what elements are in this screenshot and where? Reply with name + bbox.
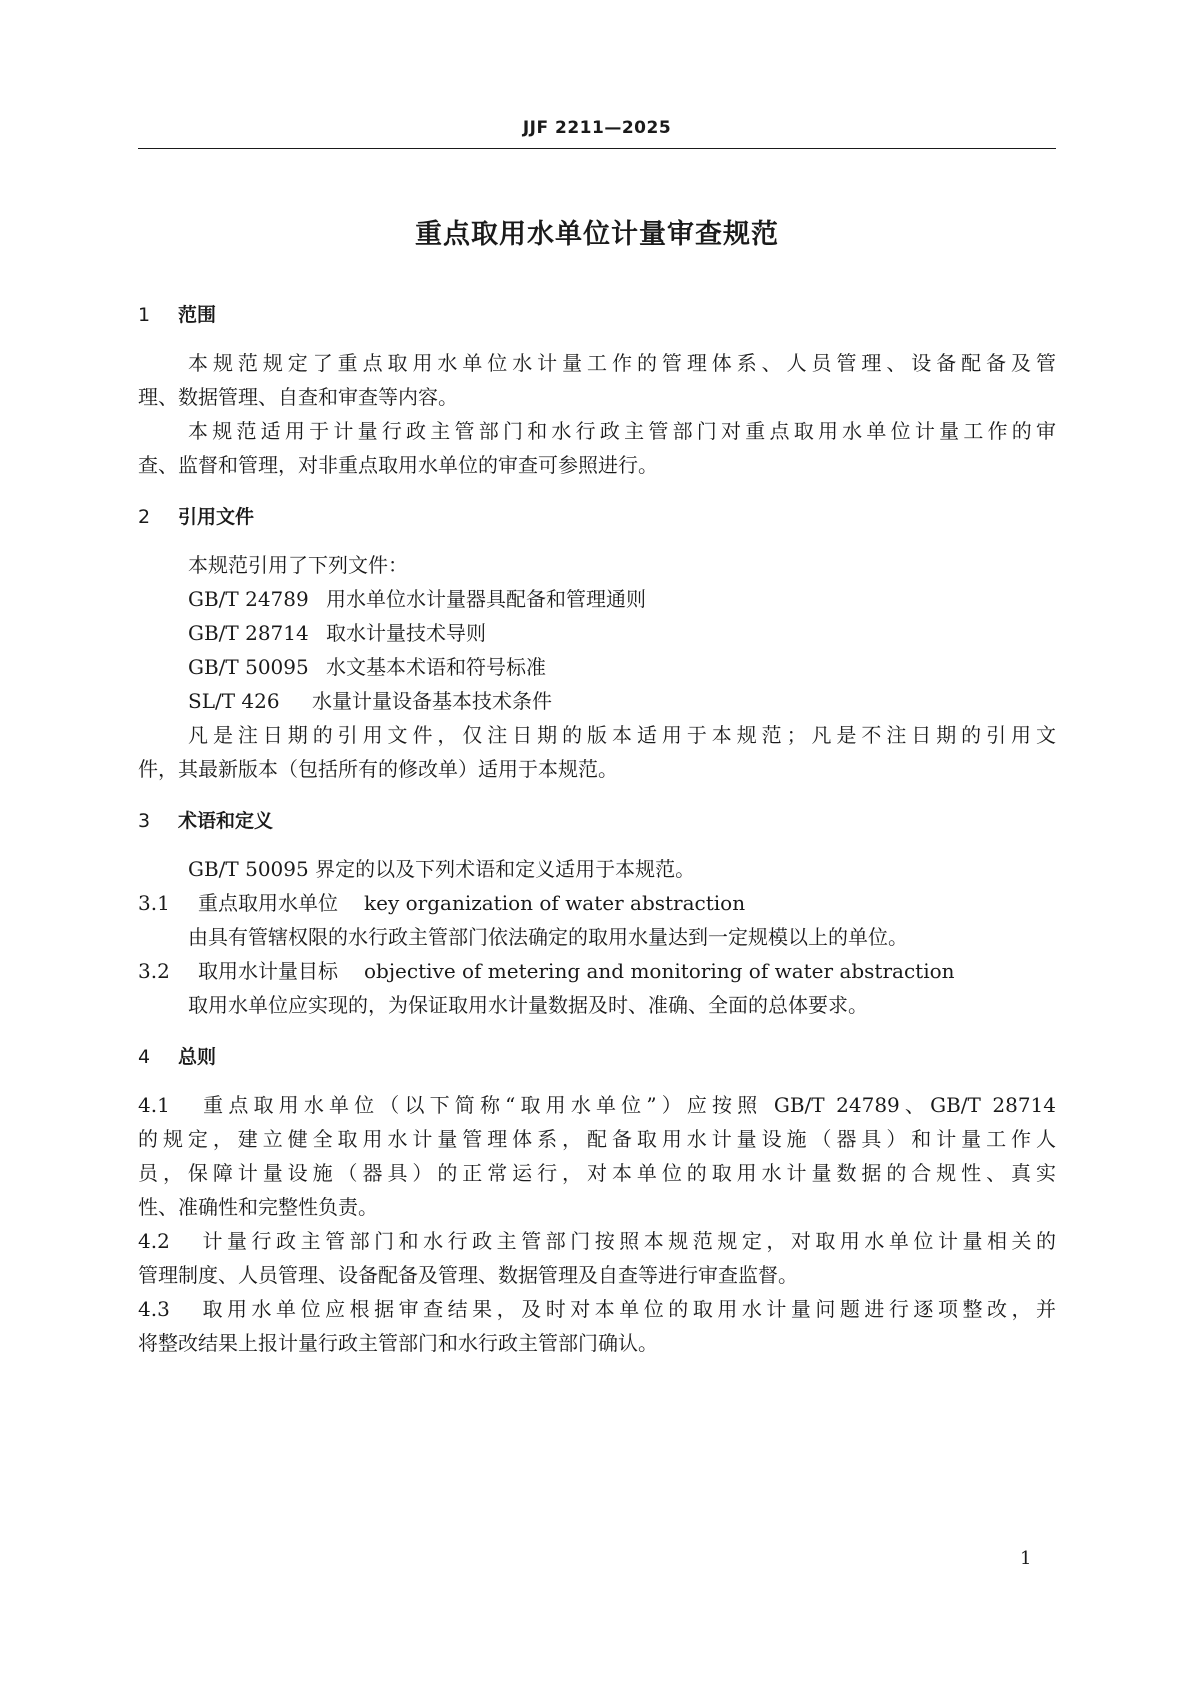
header-rule	[138, 148, 1056, 149]
clause-number: 4.2	[138, 1229, 170, 1253]
section-title: 术语和定义	[178, 810, 274, 832]
section-number: 1	[138, 304, 151, 326]
clause-text: 计量行政主管部门和水行政主管部门按照本规范规定，对取用水单位计量相关的	[198, 1229, 1056, 1253]
section-title: 总则	[178, 1046, 217, 1068]
section-number: 4	[138, 1046, 151, 1068]
paragraph-line: 凡是注日期的引用文件，仅注日期的版本适用于本规范；凡是不注日期的引用文	[188, 723, 1056, 747]
term-entry	[138, 890, 1056, 916]
reference-code: SL/T 426	[188, 689, 280, 713]
paragraph-line: 本规范规定了重点取用水单位水计量工作的管理体系、人员管理、设备配备及管	[188, 351, 1056, 375]
section-heading-scope	[138, 300, 216, 327]
section-heading-terms	[138, 806, 273, 833]
paragraph-line: 查、监督和管理，对非重点取用水单位的审查可参照进行。	[138, 453, 658, 477]
clause-line: 性、准确性和完整性负责。	[138, 1195, 378, 1219]
term-chinese: 重点取用水单位	[198, 891, 338, 915]
paragraph-line: 本规范适用于计量行政主管部门和水行政主管部门对重点取用水单位计量工作的审	[188, 419, 1056, 443]
clause-line	[138, 1228, 1056, 1254]
clause-line: 管理制度、人员管理、设备配备及管理、数据管理及自查等进行审查监督。	[138, 1263, 798, 1287]
section-number: 3	[138, 810, 151, 832]
section-heading-general	[138, 1042, 216, 1069]
reference-item	[188, 620, 1056, 646]
reference-item	[188, 688, 1056, 714]
clause-text: 重点取用水单位（以下简称“取用水单位”）应按照 GB/T 24789、GB/T 28714	[198, 1093, 1056, 1117]
term-chinese: 取用水计量目标	[198, 959, 338, 983]
document-title: 重点取用水单位计量审查规范	[415, 219, 779, 250]
clause-text: 取用水单位应根据审查结果，及时对本单位的取用水计量问题进行逐项整改，并	[198, 1297, 1056, 1321]
term-number: 3.1	[138, 891, 170, 915]
clause-line: 员，保障计量设施（器具）的正常运行，对本单位的取用水计量数据的合规性、真实	[138, 1161, 1056, 1185]
term-definition: 由具有管辖权限的水行政主管部门依法确定的取用水量达到一定规模以上的单位。	[188, 925, 908, 949]
reference-code: GB/T 50095	[188, 655, 309, 679]
page-number: 1	[1020, 1548, 1032, 1569]
clause-line	[138, 1296, 1056, 1322]
reference-item	[188, 586, 1056, 612]
section-number: 2	[138, 506, 151, 528]
paragraph-line: 理、数据管理、自查和审查等内容。	[138, 385, 458, 409]
clause-number: 4.1	[138, 1093, 170, 1117]
term-definition: 取用水单位应实现的，为保证取用水计量数据及时、准确、全面的总体要求。	[188, 993, 868, 1017]
term-english: key organization of water abstraction	[364, 891, 746, 915]
reference-item	[188, 654, 1056, 680]
reference-name: 水文基本术语和符号标准	[326, 655, 546, 679]
paragraph-line: 本规范引用了下列文件：	[188, 553, 408, 577]
clause-line: 将整改结果上报计量行政主管部门和水行政主管部门确认。	[138, 1331, 658, 1355]
clause-number: 4.3	[138, 1297, 170, 1321]
reference-code: GB/T 28714	[188, 621, 309, 645]
reference-name: 用水单位水计量器具配备和管理通则	[326, 587, 646, 611]
term-english: objective of metering and monitoring of water abstraction	[364, 959, 955, 983]
reference-name: 水量计量设备基本技术条件	[312, 689, 552, 713]
term-number: 3.2	[138, 959, 170, 983]
clause-line	[138, 1092, 1056, 1118]
term-entry	[138, 958, 1056, 984]
clause-line: 的规定，建立健全取用水计量管理体系，配备取用水计量设施（器具）和计量工作人	[138, 1127, 1056, 1151]
section-title: 引用文件	[178, 506, 255, 528]
reference-name: 取水计量技术导则	[326, 621, 486, 645]
paragraph-line: GB/T 50095 界定的以及下列术语和定义适用于本规范。	[188, 857, 696, 881]
paragraph-line: 件，其最新版本（包括所有的修改单）适用于本规范。	[138, 757, 618, 781]
section-heading-references	[138, 502, 254, 529]
reference-code: GB/T 24789	[188, 587, 309, 611]
standard-code-header: JJF 2211—2025	[522, 118, 672, 138]
section-title: 范围	[178, 304, 217, 326]
